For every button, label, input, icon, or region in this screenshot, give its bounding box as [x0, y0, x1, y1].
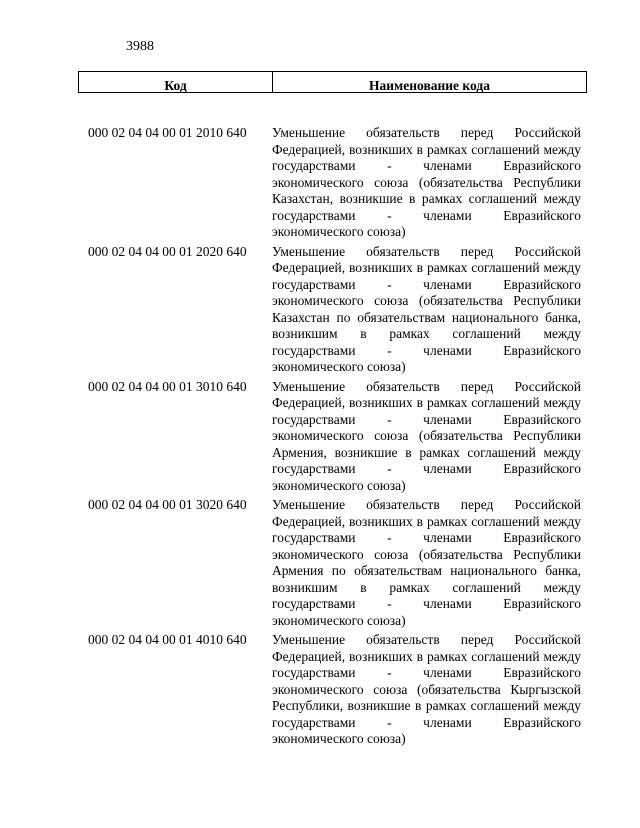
table-header [78, 71, 587, 93]
row-code: 000 02 04 04 00 01 4010 640 [88, 632, 247, 647]
table-row [78, 244, 587, 376]
table-row [78, 125, 587, 241]
row-code: 000 02 04 04 00 01 2010 640 [88, 125, 247, 140]
column-header-code: Код [79, 72, 273, 92]
table-row [78, 379, 587, 495]
row-name: Уменьшение обязательств перед Российской Федерацией, возникших в рамках соглашений между государствами - членами Евразийского экономического союза (обязательства Республики Армения по обязательствам национального банка, возникшим в рамках соглашений между государствами - членами Евразийского экономического союза) [272, 497, 581, 628]
row-name: Уменьшение обязательств перед Российской Федерацией, возникших в рамках соглашений между государствами - членами Евразийского экономического союза (обязательства Республики Казахстан, возникшие в рамках соглашений между государствами - членами Евразийского экономического союза) [272, 125, 581, 239]
row-code: 000 02 04 04 00 01 3020 640 [88, 497, 247, 512]
row-name: Уменьшение обязательств перед Российской Федерацией, возникших в рамках соглашений между государствами - членами Евразийского экономического союза (обязательства Республики Казахстан по обязательствам национального банка, возникшим в рамках соглашений между государствами - членами Евразийского экономического союза) [272, 243, 581, 374]
row-name: Уменьшение обязательств перед Российской Федерацией, возникших в рамках соглашений между государствами - членами Евразийского экономического союза (обязательства Кыргызской Республики, возникшие в рамках соглашений между государствами - членами Евразийского экономического союза) [272, 632, 581, 746]
table-row [78, 632, 587, 748]
table-row [78, 497, 587, 629]
page-number: 3988 [126, 39, 154, 54]
row-name: Уменьшение обязательств перед Российской Федерацией, возникших в рамках соглашений между государствами - членами Евразийского экономического союза (обязательства Республики Армения, возникшие в рамках соглашений между государствами - членами Евразийского экономического союза) [272, 378, 581, 493]
row-code: 000 02 04 04 00 01 2020 640 [88, 243, 247, 259]
row-code: 000 02 04 04 00 01 3010 640 [88, 378, 247, 394]
column-header-name: Наименование кода [369, 78, 490, 93]
table-body [78, 125, 587, 751]
